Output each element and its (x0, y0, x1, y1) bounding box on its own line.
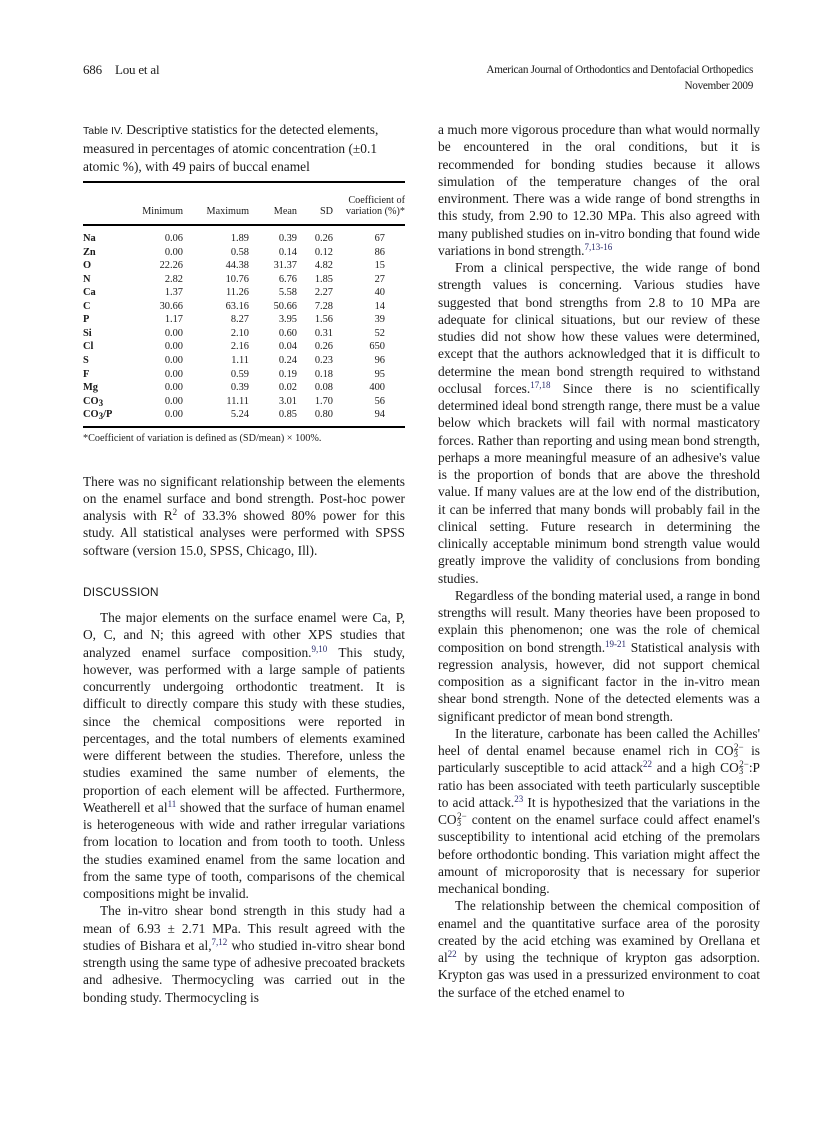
citation-ref[interactable]: 11 (167, 798, 177, 809)
table-row (83, 259, 405, 273)
table-row (83, 394, 405, 408)
cell-mean: 50.66 (273, 300, 297, 312)
table-row (83, 340, 405, 354)
cell-element: Cl (83, 341, 94, 353)
table-caption (83, 121, 405, 175)
cell-element: N (83, 273, 91, 285)
cell-mean: 0.14 (278, 246, 297, 258)
cell-element: O (83, 260, 92, 272)
paragraph-carbonate: In the literature, carbonate has been called the Achilles' heel of dental enamel because enamel rich in $CO_3^{2-}$ is particularly susceptible to acid attack$^{22}$ and a high $CO_3^{2-}:P$ ratio has been associated with teeth particularly susceptible to acid attack.$^{23}$ It is hypothesized that the variations in the $CO_3^{2-}$ content on the enamel surface could affect enamel's susceptibility to intentional acid etching of the premolars before orthodontic bonding. This variation might affect the amount of microporosity that is necessary for superior mechanical bonding. (438, 725, 760, 896)
cell-min: 0.00 (164, 354, 183, 366)
page-number: 686 (83, 62, 102, 77)
cell-max: 44.38 (225, 260, 249, 272)
cell-mean: 0.85 (278, 409, 297, 421)
table-row (83, 327, 405, 341)
cell-sd: 1.85 (314, 273, 333, 285)
cell-mean: 0.04 (278, 341, 297, 353)
cell-min: 0.00 (164, 382, 183, 394)
paragraph-discussion-2: The in-vitro shear bond strength in this study had a mean of 6.93 ± 2.71 MPa. This result agreed with the studies of Bishara et al,$^{7,12}$ who studied in-vitro shear bond strength using the same type of adhesive precoated brackets and adhesive. Thermocycling was carried out in the bonding study. Thermocycling is (83, 903, 405, 1005)
cell-min: 30.66 (159, 300, 183, 312)
cell-max: 63.16 (225, 300, 249, 312)
table-row (83, 300, 405, 314)
cell-min: 2.82 (164, 273, 183, 285)
cell-element: Na (83, 233, 96, 245)
paragraph-clinical-perspective: From a clinical perspective, the wide range of bond strength values is concerning. Various studies have suggested that bond strengths from 2.8 to 10 MPa are adequate for clinical situations, but our review of these studies did not show how these values were determined, except that the authors acknowledged that it is difficult to determine the mean bond strength required to withstand occlusal forces.$^{17,18}$ Since there is no scientifically determined ideal bond strength range, there must be a value below which brackets will fail with normal masticatory forces. Rather than reporting and using mean bond strength, perhaps a more meaningful measure of an adhesive's value is the proportion of bonds that are above the threshold value. If many values are at the low end of the distribution, it can be inferred that many bonds will probably fail in the clinical setting. Future research in determining the clinically acceptable minimum bond strength value would greatly improve the validity of conclusions from bonding studies. (438, 260, 761, 586)
table-row (83, 273, 405, 287)
section-heading-discussion: DISCUSSION (83, 584, 159, 599)
cell-cv: 15 (374, 260, 385, 272)
table-row (83, 367, 405, 381)
cell-cv: 96 (374, 354, 385, 366)
cell-max: 5.24 (230, 409, 249, 421)
cell-mean: 0.60 (278, 327, 297, 339)
running-header-right (486, 62, 753, 94)
cell-cv: 86 (374, 246, 385, 258)
cell-element: Ca (83, 287, 96, 299)
citation-ref[interactable]: 7,12 (211, 936, 228, 947)
paragraph-results: There was no significant relationship between the elements on the enamel surface and bond strength. Post-hoc power analysis with $R^2$ of 33.3% showed 80% power for this study. All statistical analyses were performed with SPSS software (version 15.0, SPSS, Chicago, Ill). (83, 473, 405, 558)
cell-max: 8.27 (230, 314, 249, 326)
cell-element: P (83, 314, 90, 326)
cell-max: 2.10 (230, 327, 249, 339)
cell-max: 11.26 (226, 287, 249, 299)
table-row (83, 381, 405, 395)
cell-element: S (83, 354, 89, 366)
cell-sd: 2.27 (314, 287, 333, 299)
descriptive-statistics-table (83, 181, 405, 428)
cell-min: 0.00 (164, 409, 183, 421)
cell-element: C (83, 300, 91, 312)
cell-mean: 5.58 (278, 287, 297, 299)
cell-sd: 0.23 (314, 354, 333, 366)
citation-ref[interactable]: 23 (514, 793, 524, 804)
cell-min: 0.00 (164, 327, 183, 339)
cell-sd: 7.28 (314, 300, 333, 312)
cell-min: 1.37 (164, 287, 183, 299)
table-caption-text: Descriptive statistics for the detected elements, measured in percentages of atomic concentration (±0.1 atomic %), with 49 pairs of buccal enamel (83, 122, 379, 174)
cell-cv: 95 (374, 368, 385, 380)
cell-max: 0.58 (230, 246, 249, 258)
cell-element: Si (83, 327, 92, 339)
col-header-minimum: Minimum (142, 206, 183, 218)
cell-cv: 14 (374, 300, 385, 312)
table-label: Table IV. (83, 125, 123, 137)
cell-sd: 0.08 (314, 382, 333, 394)
cell-sd: 1.56 (314, 314, 333, 326)
cell-mean: 0.24 (278, 354, 297, 366)
cell-max: 10.76 (225, 273, 249, 285)
col-header-cv: Coefficient of variation (%)* (345, 194, 405, 218)
cell-max: 0.59 (230, 368, 249, 380)
cell-cv: 94 (374, 409, 385, 421)
cell-cv: 56 (374, 395, 385, 407)
cell-min: 0.00 (164, 341, 183, 353)
cell-max: 1.89 (230, 233, 249, 245)
cell-min: 0.00 (164, 246, 183, 258)
cell-cv: 27 (374, 273, 385, 285)
cell-sd: 0.12 (314, 246, 333, 258)
cell-min: 0.00 (164, 368, 183, 380)
cell-sd: 0.80 (314, 409, 333, 421)
cell-cv: 39 (374, 314, 385, 326)
paragraph-bonding-material: Regardless of the bonding material used, a range in bond strengths will result. Many theories have been proposed to explain this phenomenon; one was the role of chemical composition on bond strength.$^{19-21}$ Statistical analysis with regression analysis, however, did not support chemical composition as a significant factor in the in-vitro mean shear bond strength. None of the detected elements was a significant predictor of mean bond strength. (438, 587, 760, 724)
running-header-left (83, 62, 159, 78)
cell-sd: 1.70 (314, 395, 333, 407)
cell-element: $CO_3$ (83, 395, 104, 408)
cell-cv: 40 (374, 287, 385, 299)
col-header-sd: SD (319, 206, 333, 218)
cell-mean: 0.19 (278, 368, 297, 380)
table-row (83, 245, 405, 259)
paragraph-discussion-1: The major elements on the surface enamel were Ca, P, O, C, and N; this agreed with other XPS studies that analyzed enamel surface composition.$^{9,10}$ This study, however, was performed with a large sample of patients concurrently undergoing orthodontic treatment. It is difficult to directly compare this study with these studies, since the chemical compositions were reported in percentages, and the total numbers of elements examined were different between the studies. Therefore, unless the studies examined the same number of elements, the proportion of each element will be affected. Furthermore, Weatherell et al$^{11}$ showed that the surface of human enamel is heterogeneous with wide and rather irregular variations from location to location and from tooth to tooth. Unless the studies examined enamel from the same location and from the same type of tooth, comparisons of the chemical compositions might be invalid. (83, 610, 405, 902)
author-running-head: Lou et al (114, 62, 160, 77)
table-header-row (83, 195, 405, 225)
cell-mean: 3.01 (278, 395, 297, 407)
cell-min: 22.26 (159, 260, 183, 272)
cell-max: 2.16 (230, 341, 249, 353)
cell-element: Zn (83, 246, 96, 258)
citation-ref[interactable]: 7,13-16 (584, 241, 613, 252)
table-row (83, 225, 405, 246)
cell-max: 11.11 (226, 395, 249, 407)
col-header-maximum: Maximum (206, 206, 249, 218)
table-row (83, 313, 405, 327)
cell-sd: 0.26 (314, 341, 333, 353)
cell-min: 0.06 (164, 233, 183, 245)
issue-date: November 2009 (684, 80, 753, 92)
table-row (83, 286, 405, 300)
cell-mean: 0.39 (278, 233, 297, 245)
journal-title: American Journal of Orthodontics and Dentofacial Orthopedics (486, 64, 753, 76)
citation-ref[interactable]: 19-21 (605, 638, 627, 649)
cell-mean: 31.37 (273, 260, 297, 272)
col-header-element (83, 195, 117, 225)
cell-mean: 3.95 (278, 314, 297, 326)
cell-cv: 67 (374, 233, 385, 245)
cell-min: 0.00 (164, 395, 183, 407)
cell-element: F (83, 368, 90, 380)
col-header-mean: Mean (273, 206, 297, 218)
cell-cv: 52 (374, 327, 385, 339)
cell-mean: 0.02 (278, 382, 297, 394)
table-row (83, 408, 405, 427)
citation-ref[interactable]: 17,18 (530, 379, 551, 390)
cell-mean: 6.76 (278, 273, 297, 285)
table-footnote: *Coefficient of variation is defined as (SD/mean) × 100%. (83, 432, 322, 444)
cell-cv: 650 (369, 341, 385, 353)
table-top-rule (83, 182, 405, 195)
cell-sd: 4.82 (314, 260, 333, 272)
cell-min: 1.17 (164, 314, 183, 326)
cell-sd: 0.31 (314, 327, 333, 339)
cell-element: Mg (83, 382, 99, 394)
right-column (438, 121, 760, 1001)
paragraph-thermocycling: a much more vigorous procedure than what would normally be encountered in the oral conditions, but it is recommended for bonding studies because it allows simulation of the temperature changes of the oral environment. There was a wide range of bond strengths in this study, from 2.90 to 12.30 MPa. This also agreed with many published studies on in-vitro bonding that found wide variations in bond strength.$^{7,13-16}$ (438, 122, 760, 258)
citation-ref[interactable]: 22 (447, 949, 457, 959)
cell-max: 0.39 (230, 382, 249, 394)
table-row (83, 354, 405, 368)
cell-element: $CO_3/P$ (83, 409, 113, 422)
cell-max: 1.11 (231, 354, 249, 366)
cell-cv: 400 (369, 382, 385, 394)
cell-sd: 0.26 (314, 233, 333, 245)
citation-ref[interactable]: 22 (642, 759, 652, 770)
left-column (83, 121, 405, 1006)
citation-ref[interactable]: 9,10 (311, 643, 328, 654)
table-body (83, 225, 405, 427)
cell-sd: 0.18 (314, 368, 333, 380)
paragraph-relationship: The relationship between the chemical composition of enamel and the quantitative surface area of the porosity created by the acid etching was examined by Orellana et al$^{22}$ by using the technique of krypton gas adsorption. Krypton gas was used in a pressurized environment to coat the surface of the etched enamel to (438, 898, 760, 1000)
